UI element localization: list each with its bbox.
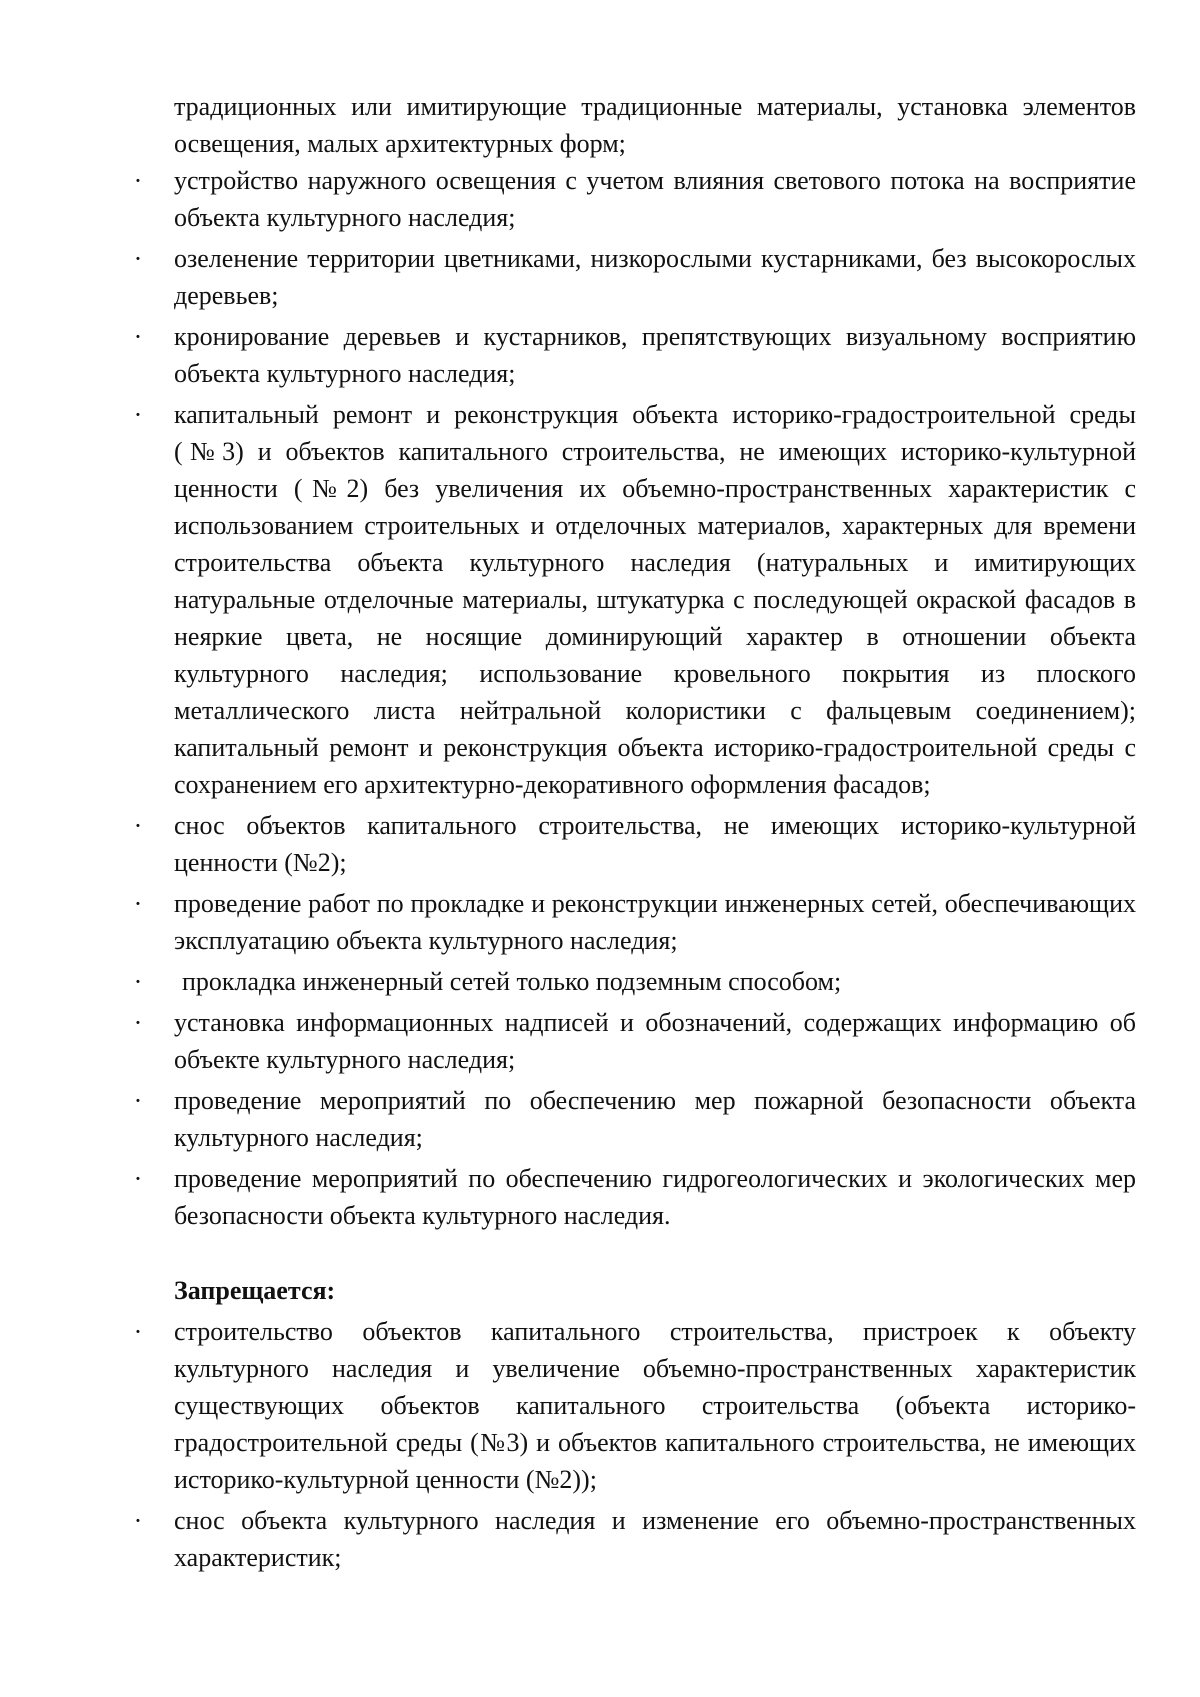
bullet-icon: ·	[133, 322, 143, 351]
document-body	[133, 88, 1136, 1580]
list-item-text: установка информационных надписей и обозначений, содержащих информацию об объекте культурного наследия;	[174, 1008, 1136, 1074]
list-item-text: проведение мероприятий по обеспечению гидрогеологических и экологических мер безопасности объекта культурного наследия.	[174, 1164, 1136, 1230]
bullet-icon: ·	[133, 1086, 143, 1115]
list-item	[133, 240, 1136, 314]
list-item	[133, 162, 1136, 236]
list-item-text: капитальный ремонт и реконструкция объекта историко-градостроительной среды (№3) и объектов капитального строительства, не имеющих историко-культурной ценности (№2) без увеличения их объемно-пространственных характеристик с использованием строительных и отделочных материалов, характерных для времени строительства объекта культурного наследия (натуральных и имитирующих натуральные отделочные материалы, штукатурка с последующей окраской фасадов в неяркие цвета, не носящие доминирующий характер в отношении объекта культурного наследия; использование кровельного покрытия из плоского металлического листа нейтральной колористики с фальцевым соединением); капитальный ремонт и реконструкция объекта историко-градостроительной среды с сохранением его архитектурно-декоративного оформления фасадов;	[174, 400, 1136, 799]
bullet-icon: ·	[133, 1008, 143, 1037]
list-item-text: проведение работ по прокладке и реконструкции инженерных сетей, обеспечивающих эксплуатацию объекта культурного наследия;	[174, 889, 1136, 955]
list-item-text: прокладка инженерный сетей только подземным способом;	[182, 967, 842, 996]
permitted-list	[133, 162, 1136, 1234]
list-item	[133, 1313, 1136, 1498]
bullet-icon: ·	[133, 400, 143, 429]
list-item	[133, 318, 1136, 392]
list-item	[133, 1502, 1136, 1576]
bullet-icon: ·	[133, 166, 143, 195]
bullet-icon: ·	[133, 244, 143, 273]
bullet-icon: ·	[133, 1164, 143, 1193]
prohibited-heading: Запрещается:	[174, 1276, 336, 1305]
continuation-paragraph: традиционных или имитирующие традиционные материалы, установка элементов освещения, малых архитектурных форм;	[174, 92, 1136, 158]
list-item	[133, 1004, 1136, 1078]
list-item-text: строительство объектов капитального строительства, пристроек к объекту культурного наследия и увеличение объемно-пространственных характеристик существующих объектов капитального строительства (объекта историко-градостроительной среды (№3) и объектов капитального строительства, не имеющих историко-культурной ценности (№2));	[174, 1317, 1136, 1494]
bullet-icon: ·	[133, 967, 143, 996]
prohibited-list	[133, 1313, 1136, 1576]
bullet-icon: ·	[133, 889, 143, 918]
list-item	[133, 396, 1136, 803]
list-item-text: снос объекта культурного наследия и изменение его объемно-пространственных характеристик;	[174, 1506, 1136, 1572]
list-item-text: устройство наружного освещения с учетом влияния светового потока на восприятие объекта культурного наследия;	[174, 166, 1136, 232]
bullet-icon: ·	[133, 811, 143, 840]
list-item-text: озеленение территории цветниками, низкорослыми кустарниками, без высокорослых деревьев;	[174, 244, 1136, 310]
bullet-icon: ·	[133, 1506, 143, 1535]
list-item	[133, 807, 1136, 881]
list-item	[133, 1082, 1136, 1156]
list-item	[133, 1160, 1136, 1234]
list-item	[133, 885, 1136, 959]
bullet-icon: ·	[133, 1317, 143, 1346]
list-item	[133, 963, 1136, 1000]
list-item-text: проведение мероприятий по обеспечению мер пожарной безопасности объекта культурного наследия;	[174, 1086, 1136, 1152]
list-item-text: снос объектов капитального строительства, не имеющих историко-культурной ценности (№2);	[174, 811, 1136, 877]
list-item-text: кронирование деревьев и кустарников, препятствующих визуальному восприятию объекта культурного наследия;	[174, 322, 1136, 388]
